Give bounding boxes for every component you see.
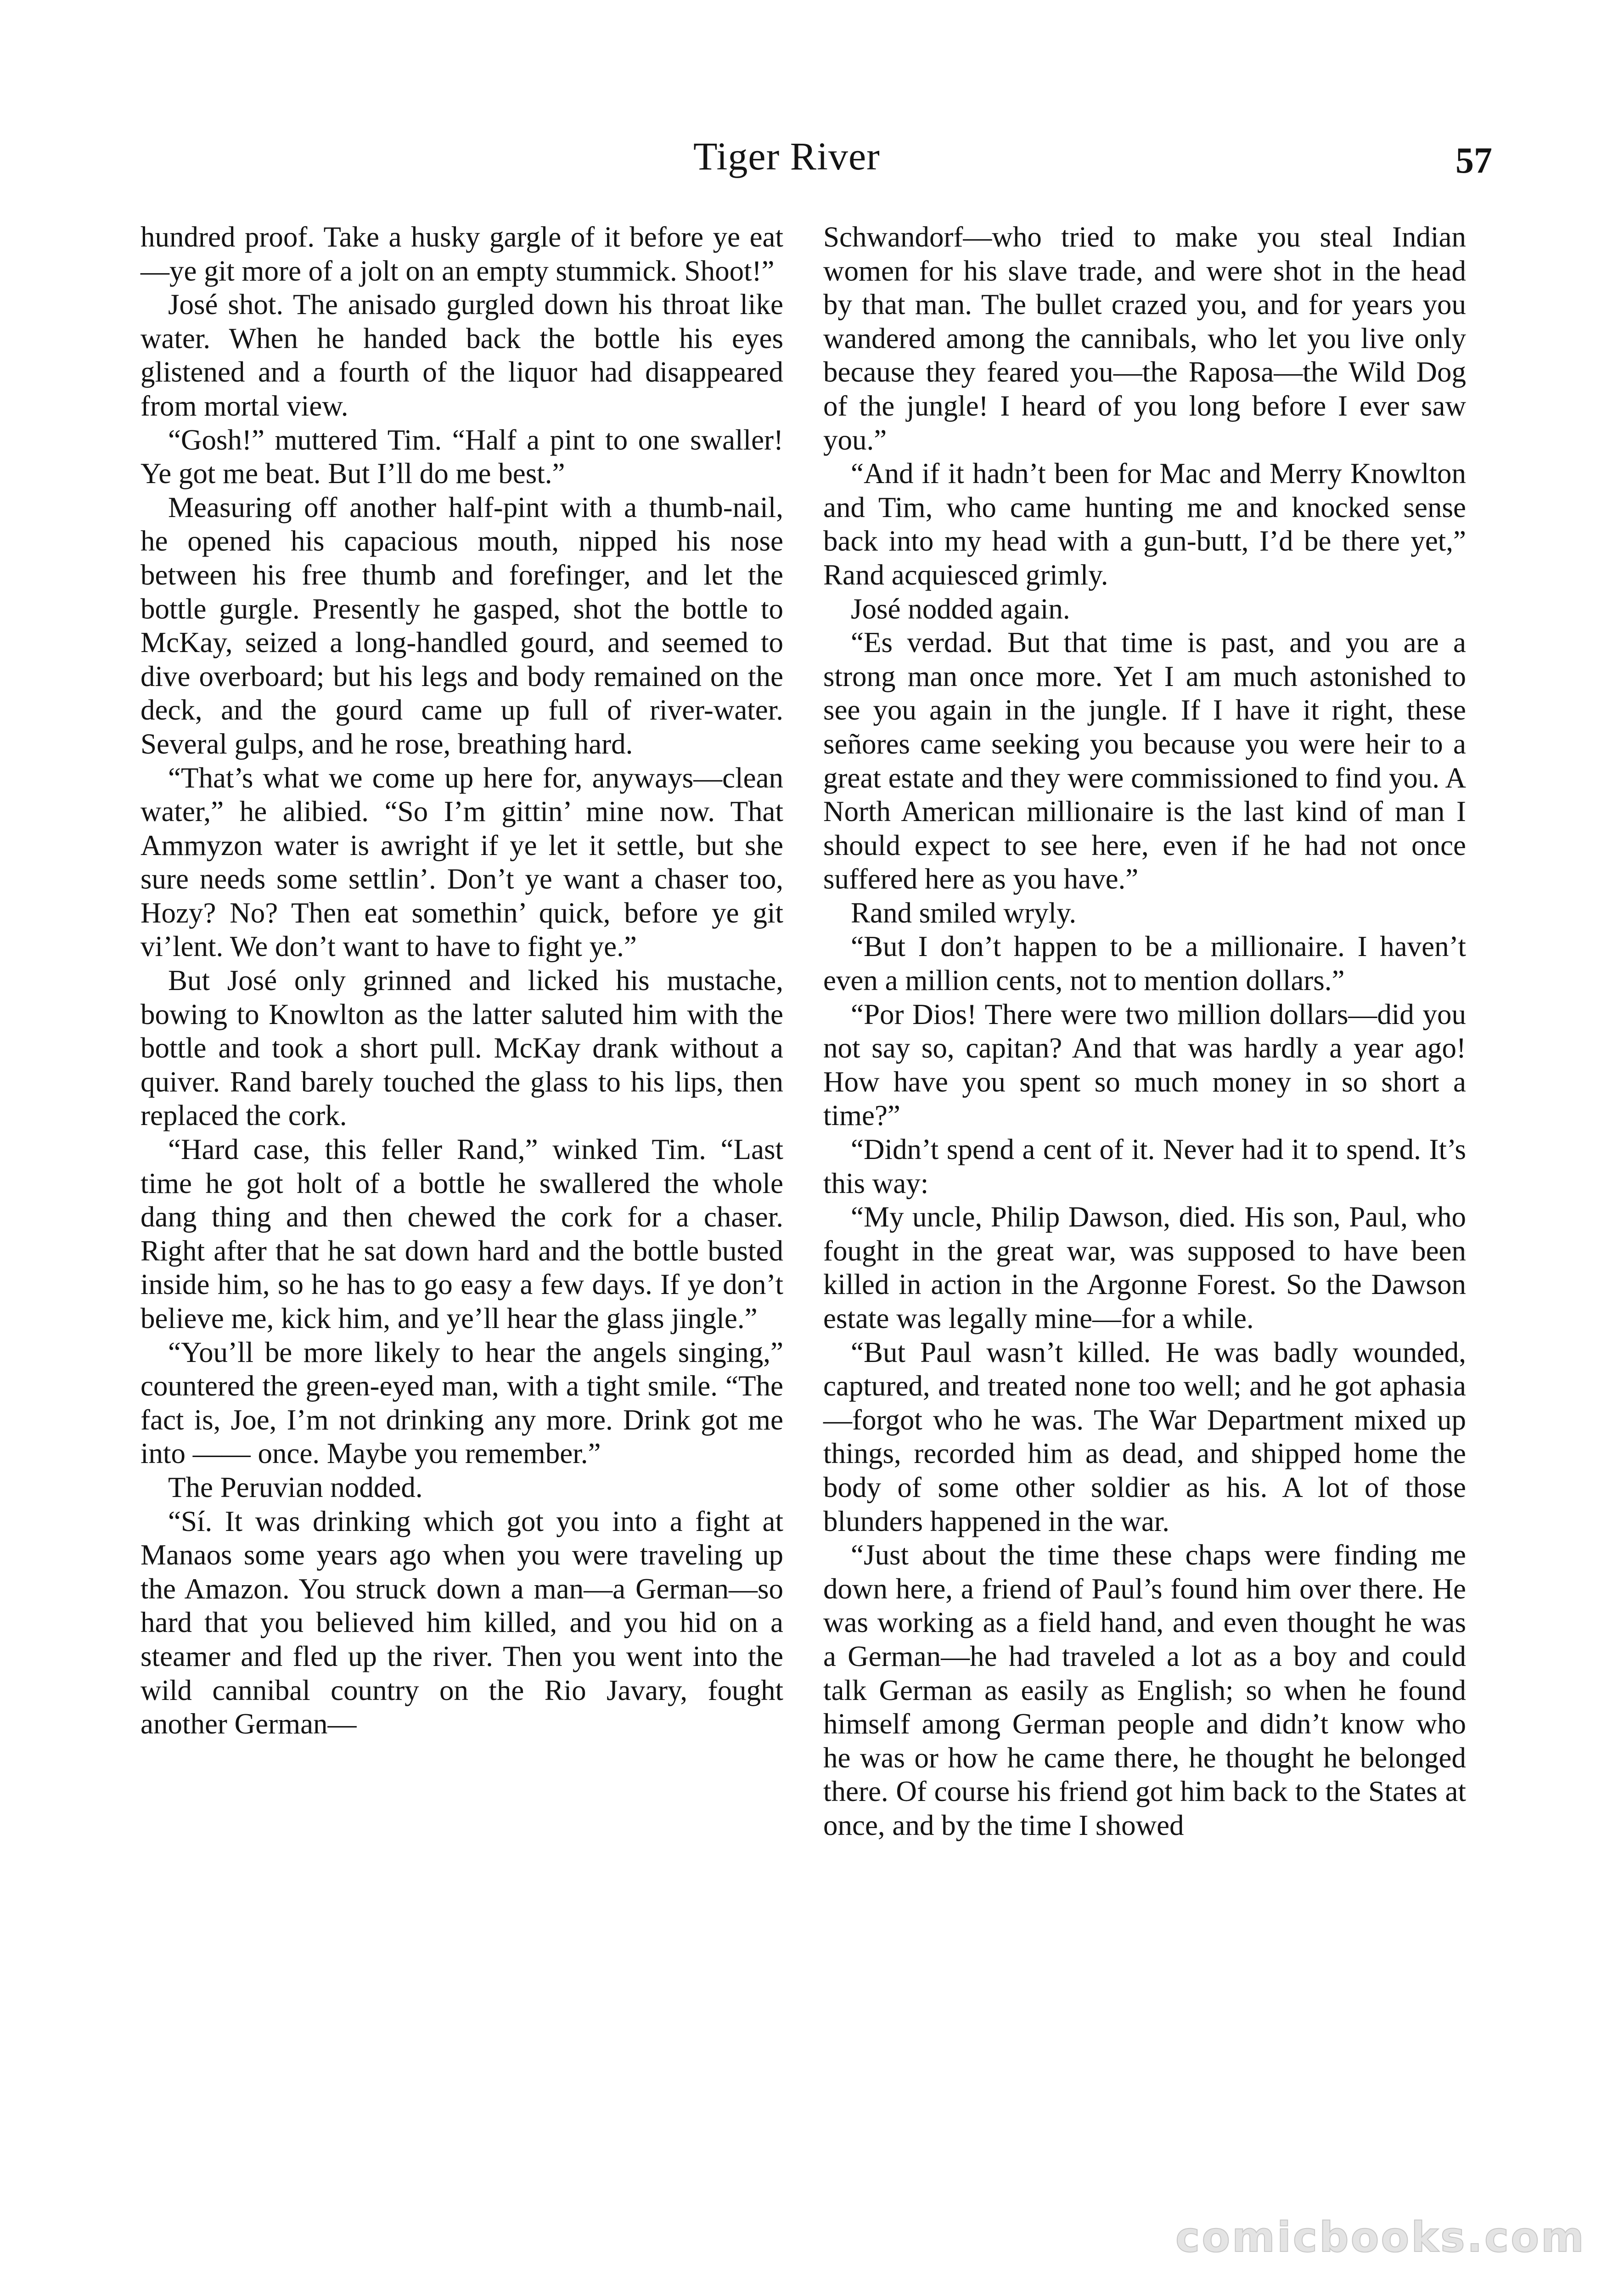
- paragraph: “And if it hadn’t been for Mac and Merry Knowlton and Tim, who came hunting me and knocked sense back into my head with a gun-butt, I’d be there yet,” Rand acquiesced grimly.: [823, 457, 1466, 591]
- paragraph: “But Paul wasn’t killed. He was badly wounded, captured, and treated none too well; and he got aphasia—forgot who he was. The War Department mixed up things, recorded him as dead, and shipped home the body of some other soldier as his. A lot of those blunders happened in the war.: [823, 1336, 1466, 1537]
- paragraph: “Just about the time these chaps were finding me down here, a friend of Paul’s found him over there. He was working as a field hand, and even thought he was a German—he had traveled a lot as a boy and could talk German as easily as English; so when he found himself among German people and didn’t know who he was or how he came there, he thought he belonged there. Of course his friend got him back to the States at once, and by the time I showed: [823, 1539, 1466, 1841]
- paragraph: “Sí. It was drinking which got you into a fight at Manaos some years ago when you were traveling up the Amazon. You struck down a man—a German—so hard that you believed him killed, and you hid on a steamer and fled up the river. Then you went into the wild cannibal country on the Rio Javary, fought another German—: [140, 1505, 783, 1740]
- paragraph: “You’ll be more likely to hear the angels singing,” countered the green-eyed man, with a tight smile. “The fact is, Joe, I’m not drinking any more. Drink got me into —— once. Maybe you remember.”: [140, 1336, 783, 1470]
- paragraph: hundred proof. Take a husky gargle of it before ye eat—ye git more of a jolt on an empty stummick. Shoot!”: [140, 221, 783, 287]
- page-number: 57: [1455, 141, 1492, 181]
- paragraph: “Hard case, this feller Rand,” winked Tim. “Last time he got holt of a bottle he swallered the whole dang thing and then chewed the cork for a chaser. Right after that he sat down hard and the bottle busted inside him, so he has to go easy a few days. If ye don’t believe me, kick him, and ye’ll hear the glass jingle.”: [140, 1133, 783, 1334]
- paragraph: The Peruvian nodded.: [168, 1471, 423, 1503]
- paragraph: José shot. The anisado gurgled down his throat like water. When he handed back the bottle his eyes glistened and a fourth of the liquor had disappeared from mortal view.: [140, 288, 783, 422]
- paragraph: José nodded again.: [851, 592, 1070, 625]
- paragraph: “But I don’t happen to be a millionaire. I haven’t even a million cents, not to mention dollars.”: [823, 930, 1466, 997]
- paragraph: “Es verdad. But that time is past, and you are a strong man once more. Yet I am much astonished to see you again in the jungle. If I have it right, these señores came seeking you because you were heir to a great estate and they were commissioned to find you. A North American millionaire is the last kind of man I should expect to see here, even if he had not once suffered here as you have.”: [823, 626, 1466, 895]
- left-column: [140, 220, 783, 1741]
- paragraph: “Por Dios! There were two million dollars—did you not say so, capitan? And that was hardly a year ago! How have you spent so much money in so short a time?”: [823, 998, 1466, 1132]
- site-watermark: comicbooks.com: [1175, 2213, 1586, 2262]
- paragraph: “Didn’t spend a cent of it. Never had it to spend. It’s this way:: [823, 1133, 1466, 1199]
- paragraph: But José only grinned and licked his mustache, bowing to Knowlton as the latter saluted him with the bottle and took a short pull. McKay drank without a quiver. Rand barely touched the glass to his lips, then replaced the cork.: [140, 964, 783, 1132]
- paragraph: Schwandorf—who tried to make you steal Indian women for his slave trade, and were shot in the head by that man. The bullet crazed you, and for years you wandered among the cannibals, who let you live only because they feared you—the Raposa—the Wild Dog of the jungle! I heard of you long before I ever saw you.”: [823, 221, 1466, 456]
- running-title: Tiger River: [693, 134, 880, 178]
- paragraph: “That’s what we come up here for, anyways—clean water,” he alibied. “So I’m gittin’ mine now. That Ammyzon water is awright if ye let it settle, but she sure needs some settlin’. Don’t ye want a chaser too, Hozy? No? Then eat somethin’ quick, before ye git vi’lent. We don’t want to have to fight ye.”: [140, 761, 783, 963]
- paragraph: “Gosh!” muttered Tim. “Half a pint to one swaller! Ye got me beat. But I’ll do me best.”: [140, 423, 783, 490]
- right-column: [823, 220, 1466, 1843]
- paragraph: Rand smiled wryly.: [851, 896, 1077, 929]
- paragraph: Measuring off another half-pint with a thumb-nail, he opened his capacious mouth, nipped his nose between his free thumb and forefinger, and let the bottle gurgle. Presently he gasped, shot the bottle to McKay, seized a long-handled gourd, and seemed to dive overboard; but his legs and body remained on the deck, and the gourd came up full of river-water. Several gulps, and he rose, breathing hard.: [140, 491, 783, 760]
- paragraph: “My uncle, Philip Dawson, died. His son, Paul, who fought in the great war, was supposed to have been killed in action in the Argonne Forest. So the Dawson estate was legally mine—for a while.: [823, 1201, 1466, 1334]
